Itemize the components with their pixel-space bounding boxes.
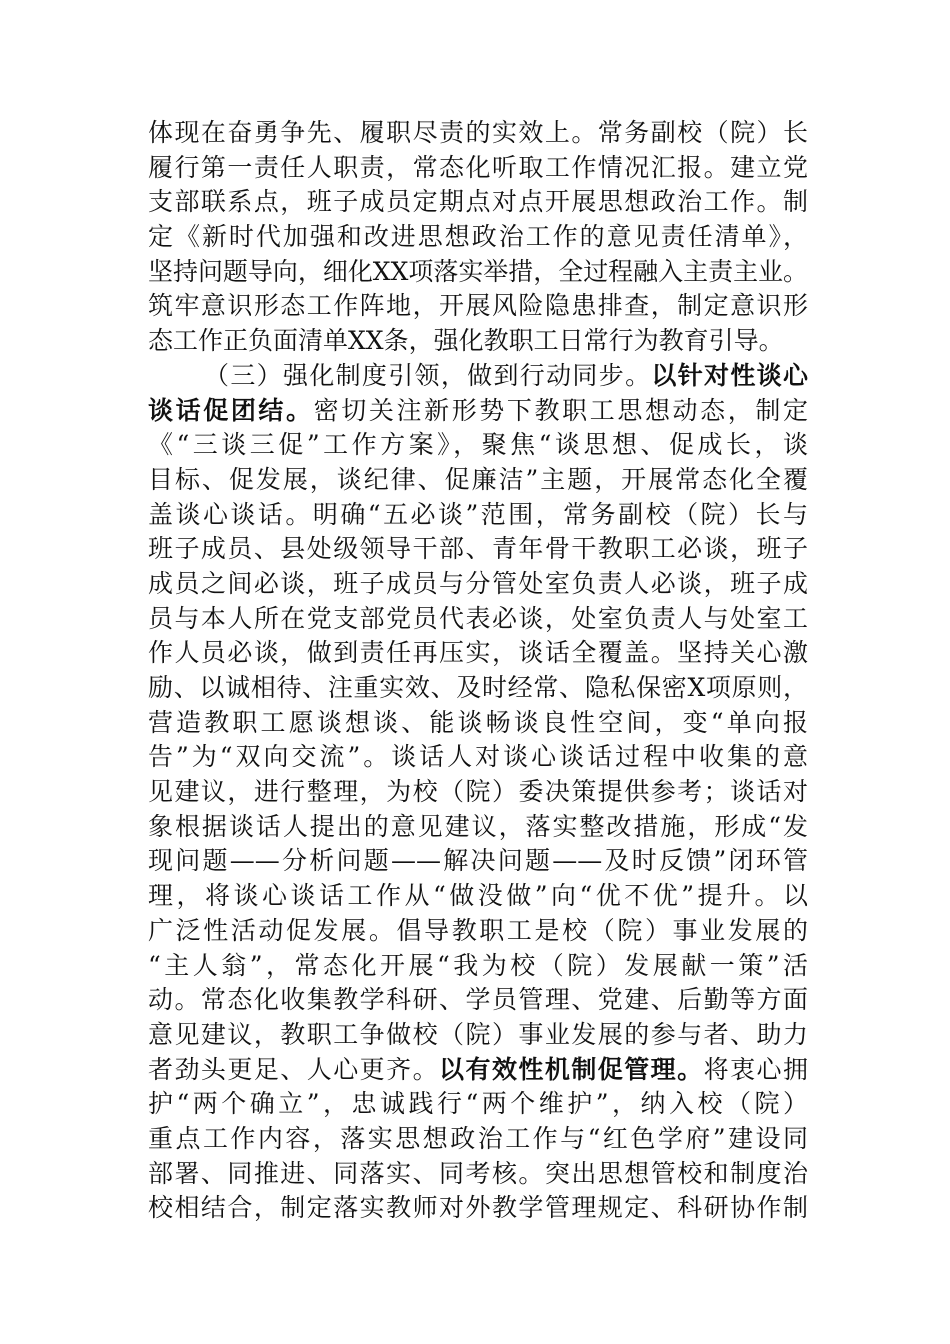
body-text: 作人员必谈，做到责任再压实，谈话全覆盖。坚持关心激	[148, 638, 808, 668]
text-line	[148, 463, 808, 498]
text-line	[148, 949, 808, 984]
body-text: 目标、促发展，谈纪律、促廉洁”主题，开展常态化全覆	[148, 464, 808, 494]
body-text: 《“三谈三促”工作方案》，聚焦“谈思想、促成长，谈	[148, 430, 808, 460]
text-line	[148, 1157, 808, 1192]
body-text: 护“两个确立”，忠诚践行“两个维护”，纳入校（院）	[148, 1089, 808, 1119]
text-line	[148, 220, 808, 255]
text-line	[148, 185, 808, 220]
text-line	[148, 498, 808, 533]
bold-heading-text: 以针对性谈心	[651, 360, 808, 390]
text-line	[148, 844, 808, 879]
text-line	[148, 1018, 808, 1053]
text-line	[148, 116, 808, 151]
text-line	[148, 428, 808, 463]
body-text: 意见建议，教职工争做校（院）事业发展的参与者、助力	[148, 1019, 808, 1049]
body-text: 励、以诚相待、注重实效、及时经常、隐私保密X项原则，	[148, 673, 808, 702]
text-line	[148, 1191, 808, 1226]
text-line	[148, 324, 808, 359]
body-text: 者劲头更足、人心更齐。	[148, 1054, 440, 1084]
text-line	[148, 359, 808, 394]
body-text: 现问题——分析问题——解决问题——及时反馈”闭环管	[148, 846, 808, 876]
text-line	[148, 532, 808, 567]
body-text: 告”为“双向交流”。谈话人对谈心谈话过程中收集的意	[148, 742, 808, 772]
body-text: “主人翁”，常态化开展“我为校（院）发展献一策”活	[148, 950, 808, 980]
text-line	[148, 636, 808, 671]
text-line	[148, 1053, 808, 1088]
body-text: 班子成员、县处级领导干部、青年骨干教职工必谈，班子	[148, 534, 808, 564]
text-line	[148, 567, 808, 602]
body-text: 密切关注新形势下教职工思想动态，制定	[313, 395, 808, 425]
body-text: 象根据谈话人提出的意见建议，落实整改措施，形成“发	[148, 811, 808, 841]
text-line	[148, 914, 808, 949]
text-line	[148, 1087, 808, 1122]
body-text: 理，将谈心谈话工作从“做没做”向“优不优”提升。以	[148, 881, 808, 911]
bold-heading-text: 以有效性机制促管理。	[439, 1054, 704, 1084]
body-text: 部署、同推进、同落实、同考核。突出思想管校和制度治	[148, 1158, 808, 1188]
body-text: 支部联系点，班子成员定期点对点开展思想政治工作。制	[148, 187, 808, 217]
text-line	[148, 255, 808, 290]
body-text: 广泛性活动促发展。倡导教职工是校（院）事业发展的	[148, 915, 808, 945]
text-line	[148, 289, 808, 324]
body-text: 成员之间必谈，班子成员与分管处室负责人必谈，班子成	[148, 568, 808, 598]
body-text: 员与本人所在党支部党员代表必谈，处室负责人与处室工	[148, 603, 808, 633]
text-line	[148, 983, 808, 1018]
text-line	[148, 740, 808, 775]
body-text: 筑牢意识形态工作阵地，开展风险隐患排查，制定意识形	[148, 291, 808, 321]
text-line	[148, 706, 808, 741]
body-text: 态工作正负面清单XX条，强化教职工日常行为教育引导。	[148, 326, 784, 356]
text-line	[148, 394, 808, 429]
body-text: （三）强化制度引领，做到行动同步。	[204, 360, 652, 390]
body-text: 重点工作内容，落实思想政治工作与“红色学府”建设同	[148, 1123, 808, 1153]
body-text: 见建议，进行整理，为校（院）委决策提供参考；谈话对	[148, 777, 808, 807]
body-text: 履行第一责任人职责，常态化听取工作情况汇报。建立党	[148, 152, 808, 182]
text-line	[148, 775, 808, 810]
text-line	[148, 1122, 808, 1157]
text-line	[148, 671, 808, 706]
body-text: 将衷心拥	[703, 1054, 808, 1084]
bold-heading-text: 谈话促团结。	[148, 395, 314, 425]
body-text: 盖谈心谈话。明确“五必谈”范围，常务副校（院）长与	[148, 499, 808, 529]
body-text: 校相结合，制定落实教师对外教学管理规定、科研协作制	[148, 1193, 808, 1223]
body-text: 定《新时代加强和改进思想政治工作的意见责任清单》，	[148, 222, 808, 252]
text-line	[148, 602, 808, 637]
body-text: 体现在奋勇争先、履职尽责的实效上。常务副校（院）长	[148, 118, 808, 147]
text-line	[148, 810, 808, 845]
text-line	[148, 151, 808, 186]
body-text: 动。常态化收集教学科研、学员管理、党建、后勤等方面	[148, 985, 808, 1015]
text-line	[148, 879, 808, 914]
body-text: 营造教职工愿谈想谈、能谈畅谈良性空间，变“单向报	[148, 707, 808, 737]
document-body	[148, 116, 808, 1226]
body-text: 坚持问题导向，细化XX项落实举措，全过程融入主责主业。	[148, 256, 808, 286]
